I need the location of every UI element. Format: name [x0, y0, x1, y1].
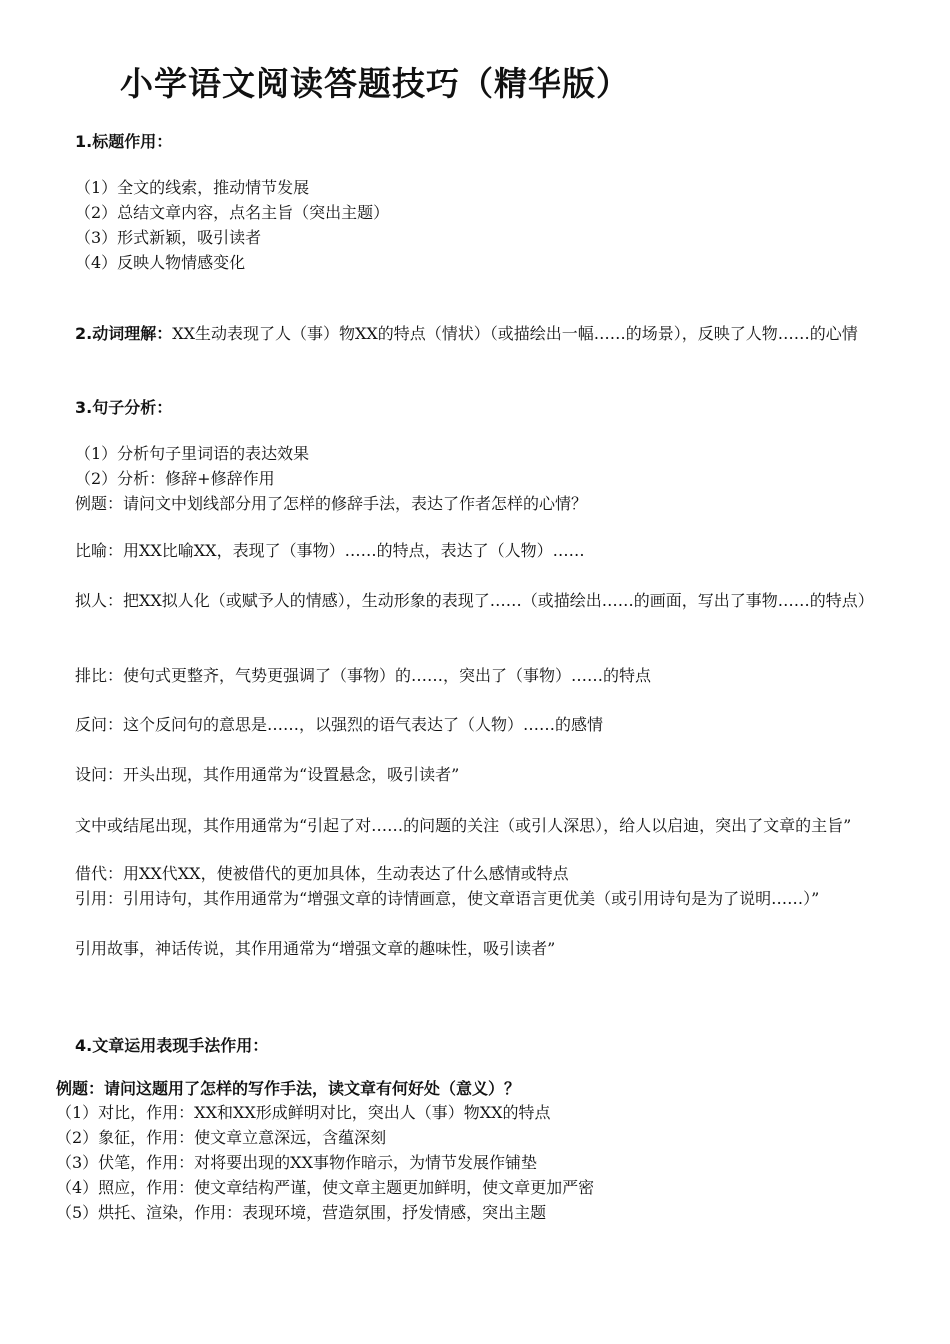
list-item: （5）烘托、渲染，作用：表现环境，营造氛围，抒发情感，突出主题 — [56, 1203, 547, 1222]
rhetorical-question-paragraph: 反问：这个反问句的意思是……，以强烈的语气表达了（人物）……的感情 — [75, 715, 604, 734]
list-item: （3）伏笔，作用：对将要出现的XX事物作暗示，为情节发展作铺垫 — [56, 1153, 537, 1172]
section-2-heading: 2.动词理解： — [75, 324, 173, 343]
section-4-example: 例题：请问这题用了怎样的写作手法，读文章有何好处（意义）？ — [56, 1079, 521, 1098]
section-3-heading: 3.句子分析： — [75, 398, 173, 417]
list-item: （1）对比，作用：XX和XX形成鲜明对比，突出人（事）物XX的特点 — [56, 1103, 551, 1122]
metonymy-paragraph: 借代：用XX代XX，使被借代的更加具体，生动表达了什么感情或特点 — [75, 864, 569, 883]
set-question-paragraph: 设问：开头出现，其作用通常为“设置悬念，吸引读者” — [75, 765, 460, 784]
example-question: 例题：请问文中划线部分用了怎样的修辞手法，表达了作者怎样的心情？ — [75, 494, 588, 513]
section-2-paragraph — [75, 322, 909, 346]
list-item: （2）分析：修辞+修辞作用 — [75, 469, 275, 488]
quote-story-paragraph: 引用故事，神话传说，其作用通常为“增强文章的趣味性，吸引读者” — [75, 939, 556, 958]
section-1-heading: 1.标题作用： — [75, 132, 173, 151]
list-item: （2）象征，作用：使文章立意深远，含蕴深刻 — [56, 1128, 387, 1147]
list-item: （4）照应，作用：使文章结构严谨，使文章主题更加鲜明，使文章更加严密 — [56, 1178, 595, 1197]
section-4-heading: 4.文章运用表现手法作用： — [75, 1036, 269, 1055]
personification-paragraph: 拟人：把XX拟人化（或赋予人的情感），生动形象的表现了……（或描绘出……的画面，写出了事物……的特点） — [75, 591, 874, 610]
list-item: （1）全文的线索，推动情节发展 — [75, 178, 310, 197]
quote-paragraph: 引用：引用诗句，其作用通常为“增强文章的诗情画意，使文章语言更优美（或引用诗句是为了说明……）” — [75, 889, 820, 908]
list-item: （2）总结文章内容，点名主旨（突出主题） — [75, 203, 390, 222]
list-item: （1）分析句子里词语的表达效果 — [75, 444, 310, 463]
metaphor-paragraph: 比喻：用XX比喻XX，表现了（事物）……的特点，表达了（人物）…… — [75, 541, 585, 560]
document-title: 小学语文阅读答题技巧（精华版） — [120, 64, 630, 103]
section-2-text: XX生动表现了人（事）物XX的特点（情状）（或描绘出一幅……的场景），反映了人物……的心情 — [172, 324, 858, 343]
set-question-mid-paragraph: 文中或结尾出现，其作用通常为“引起了对……的问题的关注（或引人深思），给人以启迪，突出了文章的主旨” — [75, 816, 852, 835]
list-item: （4）反映人物情感变化 — [75, 253, 246, 272]
parallelism-paragraph: 排比：使句式更整齐，气势更强调了（事物）的……，突出了（事物）……的特点 — [75, 666, 652, 685]
list-item: （3）形式新颖，吸引读者 — [75, 228, 262, 247]
